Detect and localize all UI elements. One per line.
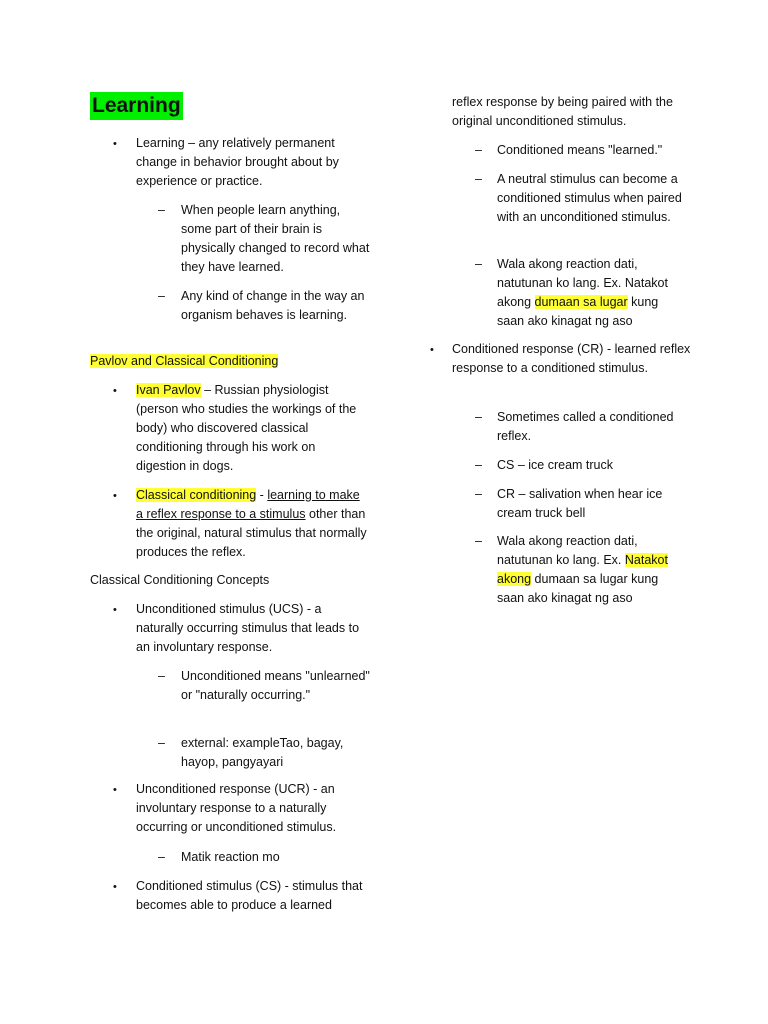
cr-sub-example: [497, 532, 687, 608]
ucs-sub-unlearned: Unconditioned means "unlearned" or "naturally occurring.": [181, 669, 370, 702]
ucr-definition: Unconditioned response (UCR) - an involuntary response to a naturally occurring or unconditioned stimulus.: [136, 782, 337, 834]
cs-sub-example: [497, 255, 687, 331]
ucs-sub-external: external: exampleTao, bagay, hayop, pangyayari: [181, 736, 344, 769]
dash: [475, 456, 482, 475]
bullet: [113, 780, 117, 800]
cr-definition: Conditioned response (CR) - learned reflex response to a conditioned stimulus.: [452, 342, 691, 375]
cc-term: Classical conditioning: [136, 488, 257, 502]
dash: [475, 255, 482, 274]
dash: [158, 287, 165, 306]
pavlov-description: – Russian physiologist (person who studies the workings of the body) who discovered classical conditioning through his work on digestion in dogs.: [136, 383, 357, 473]
pavlov-heading-text: Pavlov and Classical Conditioning: [90, 354, 279, 368]
cs-example-text: Wala akong reaction dati, natutunan ko lang. Ex. Natakot akong: [497, 257, 668, 309]
pavlov-name: Ivan Pavlov: [136, 383, 201, 397]
cr-sub-reflex: Sometimes called a conditioned reflex.: [497, 410, 674, 443]
section-heading-concepts: Classical Conditioning Concepts: [90, 573, 270, 587]
cr-example-text: Wala akong reaction dati, natutunan ko lang. Ex.: [497, 534, 638, 567]
cs-definition-continued: reflex response by being paired with the original unconditioned stimulus.: [452, 95, 673, 128]
dash: [158, 667, 165, 686]
cs-example-highlight: dumaan sa lugar: [534, 295, 628, 309]
dash: [158, 201, 165, 220]
bullet: [113, 877, 117, 897]
cr-example-highlight: Natakot akong: [497, 553, 668, 586]
dash: [158, 848, 165, 867]
section-heading-pavlov: [90, 352, 390, 371]
bullet: [113, 486, 117, 506]
bullet: [113, 381, 117, 401]
dash: [475, 141, 482, 160]
cs-definition: Conditioned stimulus (CS) - stimulus that becomes able to produce a learned: [136, 879, 363, 912]
learning-definition: Learning – any relatively permanent change in behavior brought about by experience or practice.: [136, 136, 339, 188]
classical-conditioning-definition: [136, 486, 368, 562]
ucr-sub-matik: Matik reaction mo: [181, 850, 280, 864]
dash: [475, 485, 482, 504]
bullet: [113, 600, 117, 620]
learning-sub-behavior: Any kind of change in the way an organism behaves is learning.: [181, 289, 365, 322]
dash: [475, 532, 482, 551]
cs-sub-learned: Conditioned means "learned.": [497, 143, 663, 157]
cr-sub-salivation: CR – salivation when hear ice cream truck bell: [497, 487, 663, 520]
cs-sub-neutral: A neutral stimulus can become a conditioned stimulus when paired with an unconditioned stimulus.: [497, 172, 682, 224]
cc-underlined-text: learning to make a reflex response to a stimulus: [136, 488, 360, 521]
bullet: [113, 134, 117, 154]
cc-rest: other than the original, natural stimulus that normally produces the reflex.: [136, 507, 367, 559]
ucs-definition: Unconditioned stimulus (UCS) - a naturally occurring stimulus that leads to an involuntary response.: [136, 602, 360, 654]
pavlov-definition: [136, 381, 368, 476]
cc-dash: -: [256, 488, 268, 502]
dash: [475, 170, 482, 189]
cs-example-text-end: kung saan ako kinagat ng aso: [497, 295, 659, 328]
learning-sub-brain: When people learn anything, some part of their brain is physically changed to record what they have learned.: [181, 203, 370, 274]
cr-sub-cs-truck: CS – ice cream truck: [497, 458, 614, 472]
cr-example-text-end: dumaan sa lugar kung saan ako kinagat ng aso: [497, 572, 659, 605]
page-title: Learning: [90, 92, 183, 120]
dash: [158, 734, 165, 753]
bullet: [430, 340, 434, 360]
dash: [475, 408, 482, 427]
